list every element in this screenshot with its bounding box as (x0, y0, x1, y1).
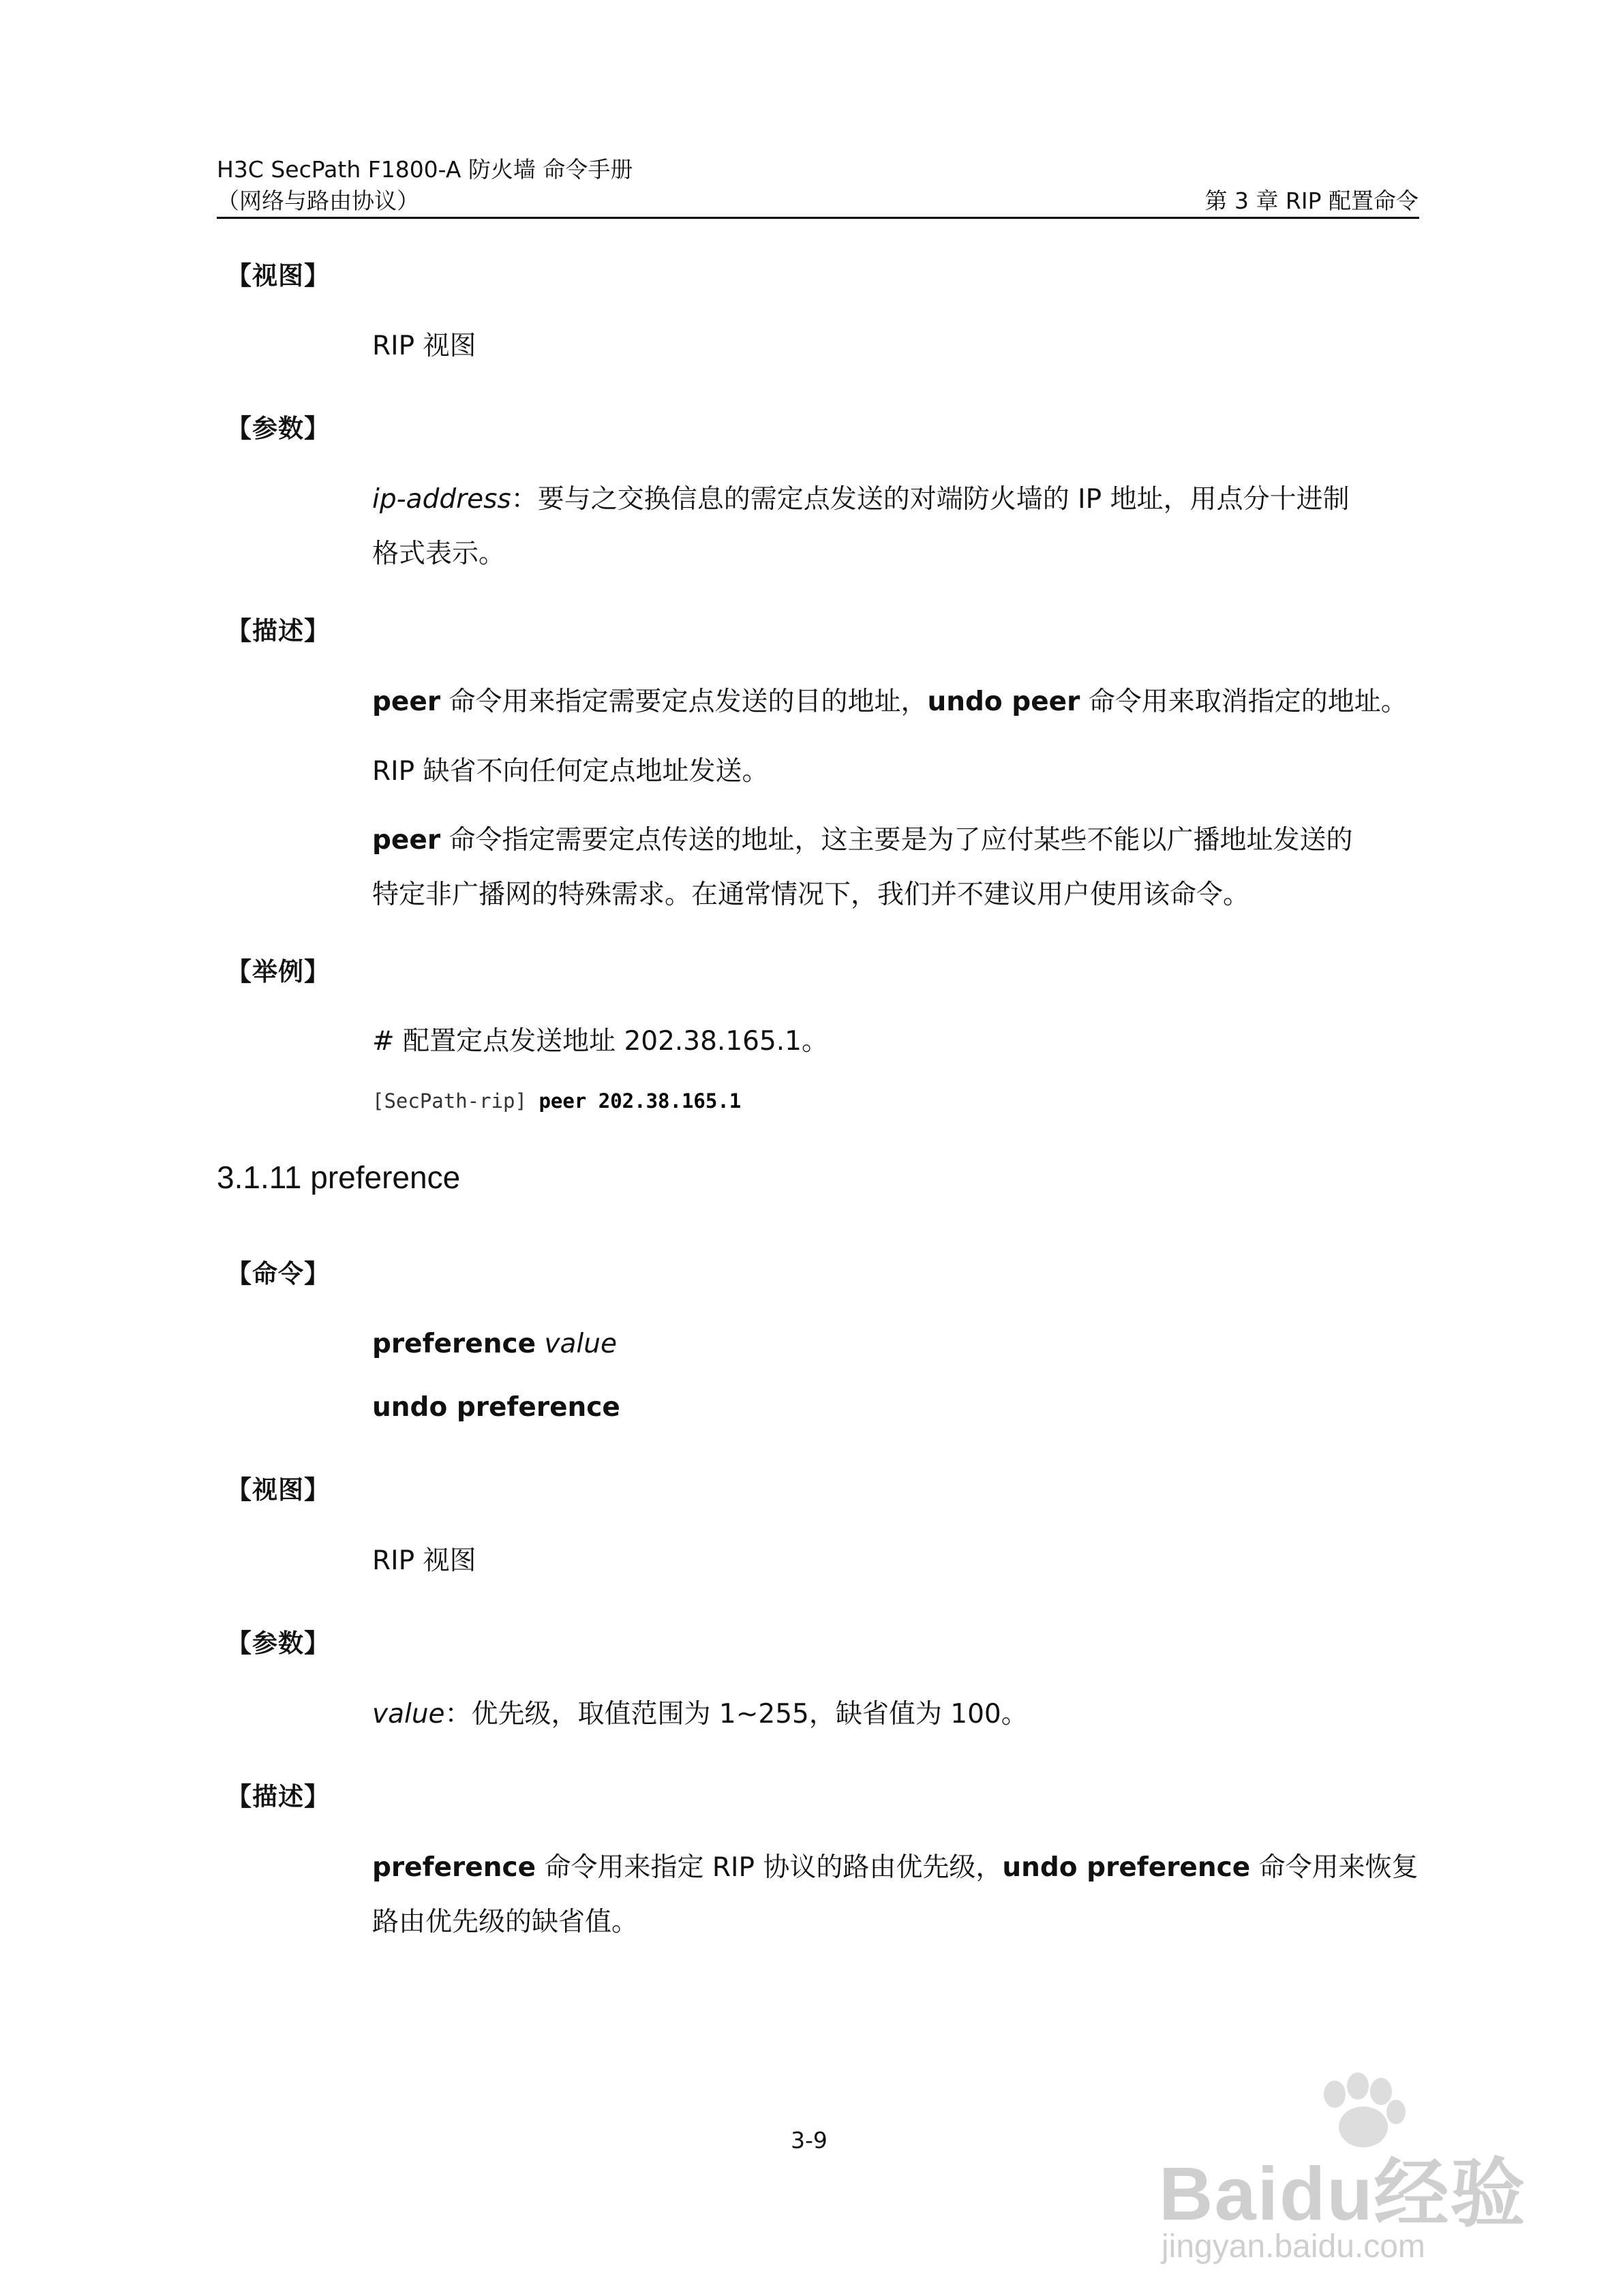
example-text: # 配置定点发送地址 202.38.165.1。 (372, 1026, 828, 1057)
desc-paragraph-3 (372, 813, 1422, 922)
param-name: ip-address (372, 484, 511, 515)
view-heading: 【视图】 (226, 1475, 330, 1505)
param-heading: 【参数】 (226, 414, 330, 443)
command-syntax-1 (372, 1317, 1422, 1372)
desc-text: 命令用来指定需要定点发送的目的地址， (440, 686, 928, 717)
desc-text: 特定非广播网的特殊需求。在通常情况下，我们并不建议用户使用该命令。 (372, 879, 1250, 910)
cmd-argument: value (536, 1329, 617, 1359)
desc-paragraph-1 (372, 675, 1422, 729)
view-text: RIP 视图 (372, 1545, 476, 1576)
command-syntax-2: undo preference (372, 1392, 620, 1423)
code-example (372, 1089, 741, 1113)
cmd-keyword: preference (372, 1852, 536, 1883)
desc-text: 命令用来取消指定的地址。 (1080, 686, 1408, 717)
desc-text: 路由优先级的缺省值。 (372, 1907, 639, 1937)
section-title: 3.1.11 preference (217, 1160, 461, 1195)
param-name: value (372, 1699, 445, 1729)
desc-text: 命令指定需要定点传送的地址，这主要是为了应付某些不能以广播地址发送的 (440, 825, 1353, 856)
desc-text: 命令用来恢复 (1250, 1852, 1419, 1883)
header-subtitle: （网络与路由协议） (217, 187, 419, 214)
view-heading: 【视图】 (226, 261, 330, 290)
desc-heading: 【描述】 (226, 1782, 330, 1811)
cmd-keyword: peer (372, 825, 441, 856)
header-divider (217, 217, 1419, 219)
baidu-watermark (1159, 2066, 1541, 2270)
command-heading: 【命令】 (226, 1259, 330, 1288)
param-description (372, 1687, 1422, 1742)
desc-heading: 【描述】 (226, 616, 330, 646)
param-desc-line2: 格式表示。 (372, 539, 506, 569)
param-desc: ：优先级，取值范围为 1~255，缺省值为 100。 (444, 1699, 1028, 1729)
desc-paragraph-2: RIP 缺省不向任何定点地址发送。 (372, 756, 769, 787)
cmd-keyword: undo peer (927, 686, 1080, 717)
param-description (372, 472, 1422, 581)
header-title: H3C SecPath F1800-A 防火墙 命令手册 (217, 156, 633, 183)
desc-paragraph (372, 1841, 1422, 1950)
page-number: 3-9 (791, 2127, 828, 2154)
code-command: peer 202.38.165.1 (539, 1089, 742, 1113)
example-heading: 【举例】 (226, 957, 330, 986)
view-text: RIP 视图 (372, 331, 476, 361)
desc-text: 命令用来指定 RIP 协议的路由优先级， (536, 1852, 1003, 1883)
watermark-logo: Baidu经验 (1159, 2152, 1527, 2236)
cmd-keyword: peer (372, 686, 441, 717)
watermark-url: jingyan.baidu.com (1162, 2229, 1425, 2265)
cmd-keyword: preference (372, 1329, 536, 1359)
code-prompt: [SecPath-rip] (372, 1089, 539, 1113)
header-chapter: 第 3 章 RIP 配置命令 (1204, 187, 1419, 214)
param-heading: 【参数】 (226, 1629, 330, 1658)
cmd-keyword: undo preference (1002, 1852, 1251, 1883)
param-desc-line1: ：要与之交换信息的需定点发送的对端防火墙的 IP 地址，用点分十进制 (511, 484, 1350, 515)
